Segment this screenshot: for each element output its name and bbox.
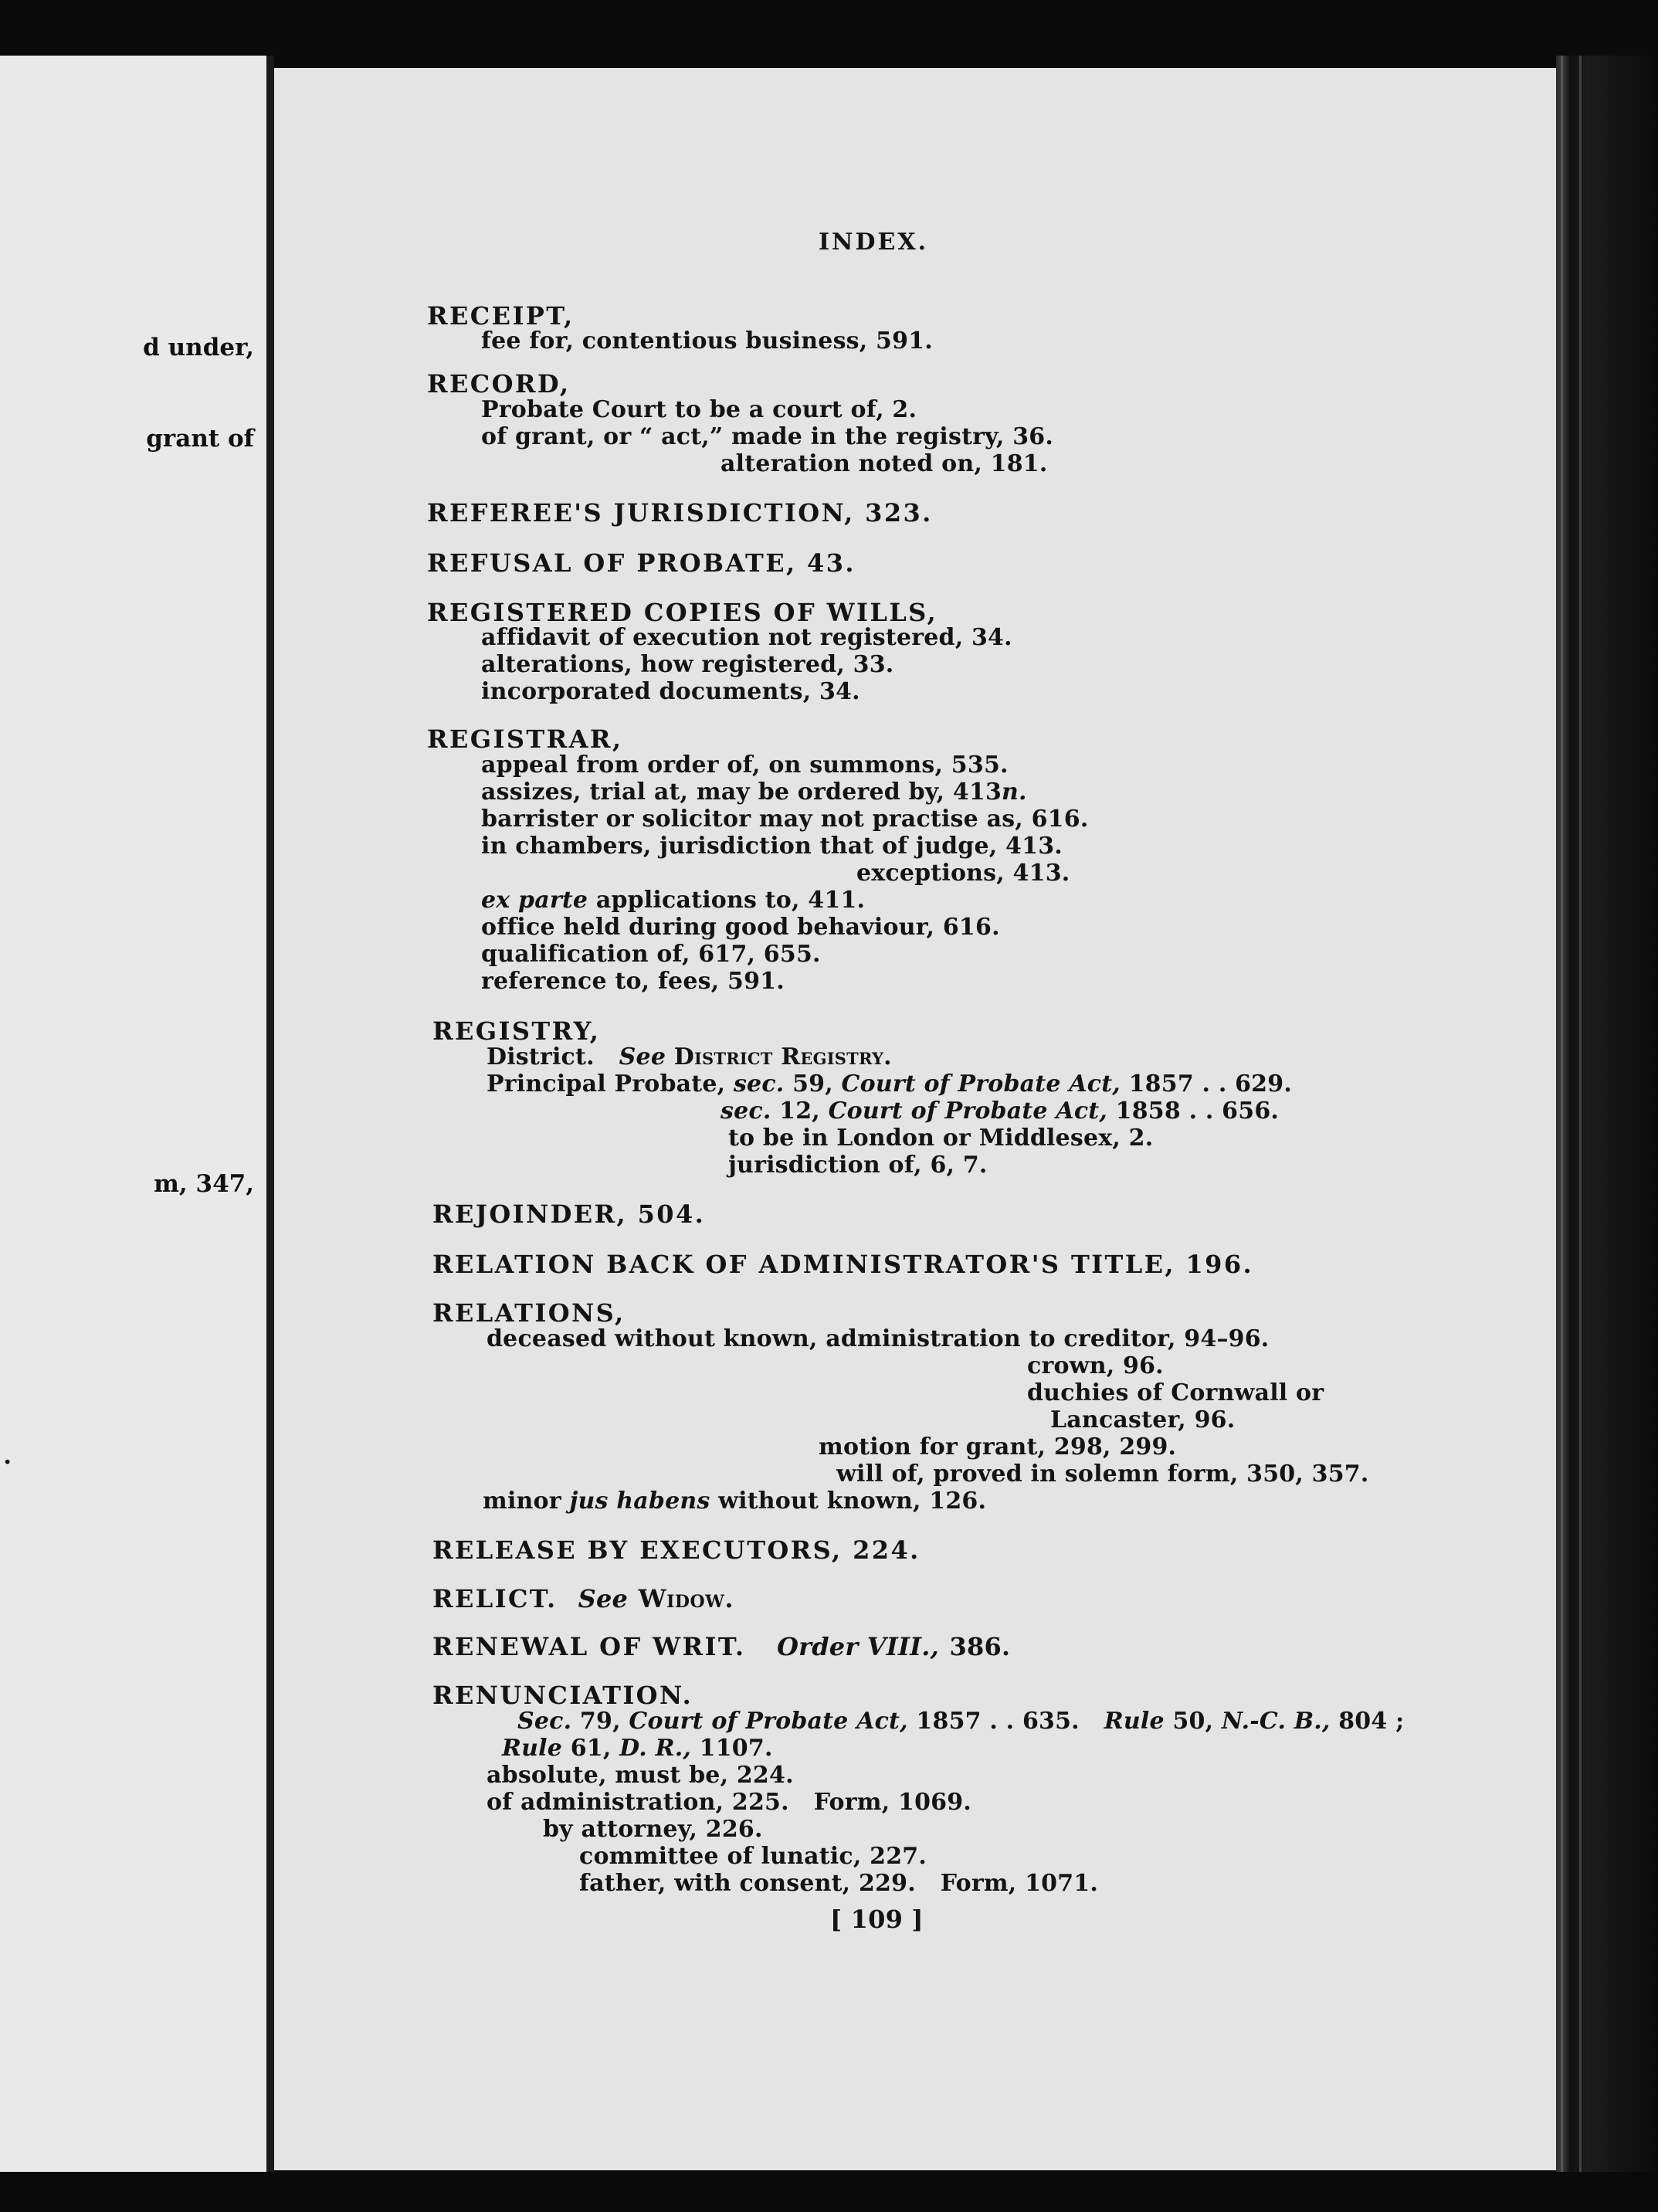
entry-line: jurisdiction of, 6, 7.	[728, 1152, 988, 1179]
entry-heading: RELEASE BY EXECUTORS, 224.	[432, 1535, 921, 1565]
entry-heading: REGISTERED COPIES OF WILLS,	[427, 598, 938, 627]
entry-line: alteration noted on, 181.	[721, 450, 1048, 477]
index-page	[274, 68, 1556, 2170]
entry-line: District. See District Registry.	[487, 1043, 892, 1070]
entry-line: to be in London or Middlesex, 2.	[728, 1125, 1154, 1152]
left-fragment: .	[3, 1442, 12, 1470]
entry-line: duchies of Cornwall or	[1027, 1379, 1324, 1406]
entry-line: Probate Court to be a court of, 2.	[481, 396, 917, 423]
entry-line: will of, proved in solemn form, 350, 357.	[836, 1461, 1369, 1488]
entry-heading: RENEWAL OF WRIT. Order VIII., 386.	[432, 1632, 1011, 1661]
entry-heading: RELATIONS,	[432, 1298, 626, 1328]
entry-heading: RECEIPT,	[427, 301, 575, 331]
entry-line: by attorney, 226.	[543, 1816, 763, 1843]
entry-line: incorporated documents, 34.	[481, 678, 860, 705]
entry-line: committee of lunatic, 227.	[579, 1843, 927, 1870]
entry-line: appeal from order of, on summons, 535.	[481, 751, 1009, 779]
entry-line: barrister or solicitor may not practise as, 616.	[481, 806, 1089, 833]
entry-line: Sec. 79, Court of Probate Act, 1857 . . 635. Rule 50, N.-C. B., 804 ;	[517, 1708, 1405, 1735]
left-fragment: m, 347,	[154, 1170, 254, 1198]
entry-line: absolute, must be, 224.	[487, 1762, 794, 1789]
entry-heading: RELICT. See Widow.	[432, 1584, 734, 1613]
entry-line: deceased without known, administration to creditor, 94–96.	[487, 1325, 1270, 1352]
entry-heading: RECORD,	[427, 369, 571, 399]
entry-line: reference to, fees, 591.	[481, 968, 785, 995]
page-number: [ 109 ]	[830, 1905, 924, 1934]
entry-heading: REFEREE'S JURISDICTION, 323.	[427, 498, 933, 528]
running-head: INDEX.	[819, 229, 929, 256]
entry-line: Rule 61, D. R., 1107.	[502, 1735, 773, 1762]
entry-line: Principal Probate, sec. 59, Court of Probate Act, 1857 . . 629.	[487, 1070, 1292, 1098]
entry-line: fee for, contentious business, 591.	[481, 327, 933, 355]
left-fragment: d under,	[143, 334, 254, 361]
entry-line: in chambers, jurisdiction that of judge, 413.	[481, 833, 1063, 860]
entry-line: affidavit of execution not registered, 34.	[481, 624, 1012, 651]
entry-line: father, with consent, 229. Form, 1071.	[579, 1870, 1099, 1897]
entry-heading: REGISTRY,	[432, 1016, 601, 1046]
entry-line: of administration, 225. Form, 1069.	[487, 1789, 971, 1816]
entry-heading: REFUSAL OF PROBATE, 43.	[427, 548, 856, 578]
entry-line: of grant, or “ act,” made in the registry, 36.	[481, 423, 1054, 450]
entry-line: ex parte applications to, 411.	[481, 887, 866, 914]
entry-line: crown, 96.	[1027, 1352, 1164, 1379]
entry-line: exceptions, 413.	[856, 860, 1070, 887]
entry-line: Lancaster, 96.	[1050, 1406, 1236, 1433]
entry-line: minor jus habens without known, 126.	[483, 1488, 987, 1515]
entry-line: alterations, how registered, 33.	[481, 651, 894, 678]
entry-heading: RENUNCIATION.	[432, 1681, 693, 1710]
entry-heading: RELATION BACK OF ADMINISTRATOR'S TITLE, 196.	[432, 1250, 1254, 1279]
book-gutter	[266, 56, 274, 2172]
left-page	[0, 56, 270, 2172]
book-page-edge	[1556, 56, 1658, 2172]
entry-heading: REGISTRAR,	[427, 724, 623, 754]
entry-line: qualification of, 617, 655.	[481, 941, 821, 968]
left-fragment: grant of	[146, 425, 254, 453]
entry-line: sec. 12, Court of Probate Act, 1858 . . 656.	[721, 1098, 1280, 1125]
entry-line: motion for grant, 298, 299.	[819, 1433, 1177, 1461]
entry-heading: REJOINDER, 504.	[432, 1199, 706, 1229]
entry-line: assizes, trial at, may be ordered by, 413n.	[481, 779, 1027, 806]
entry-line: office held during good behaviour, 616.	[481, 914, 1000, 941]
